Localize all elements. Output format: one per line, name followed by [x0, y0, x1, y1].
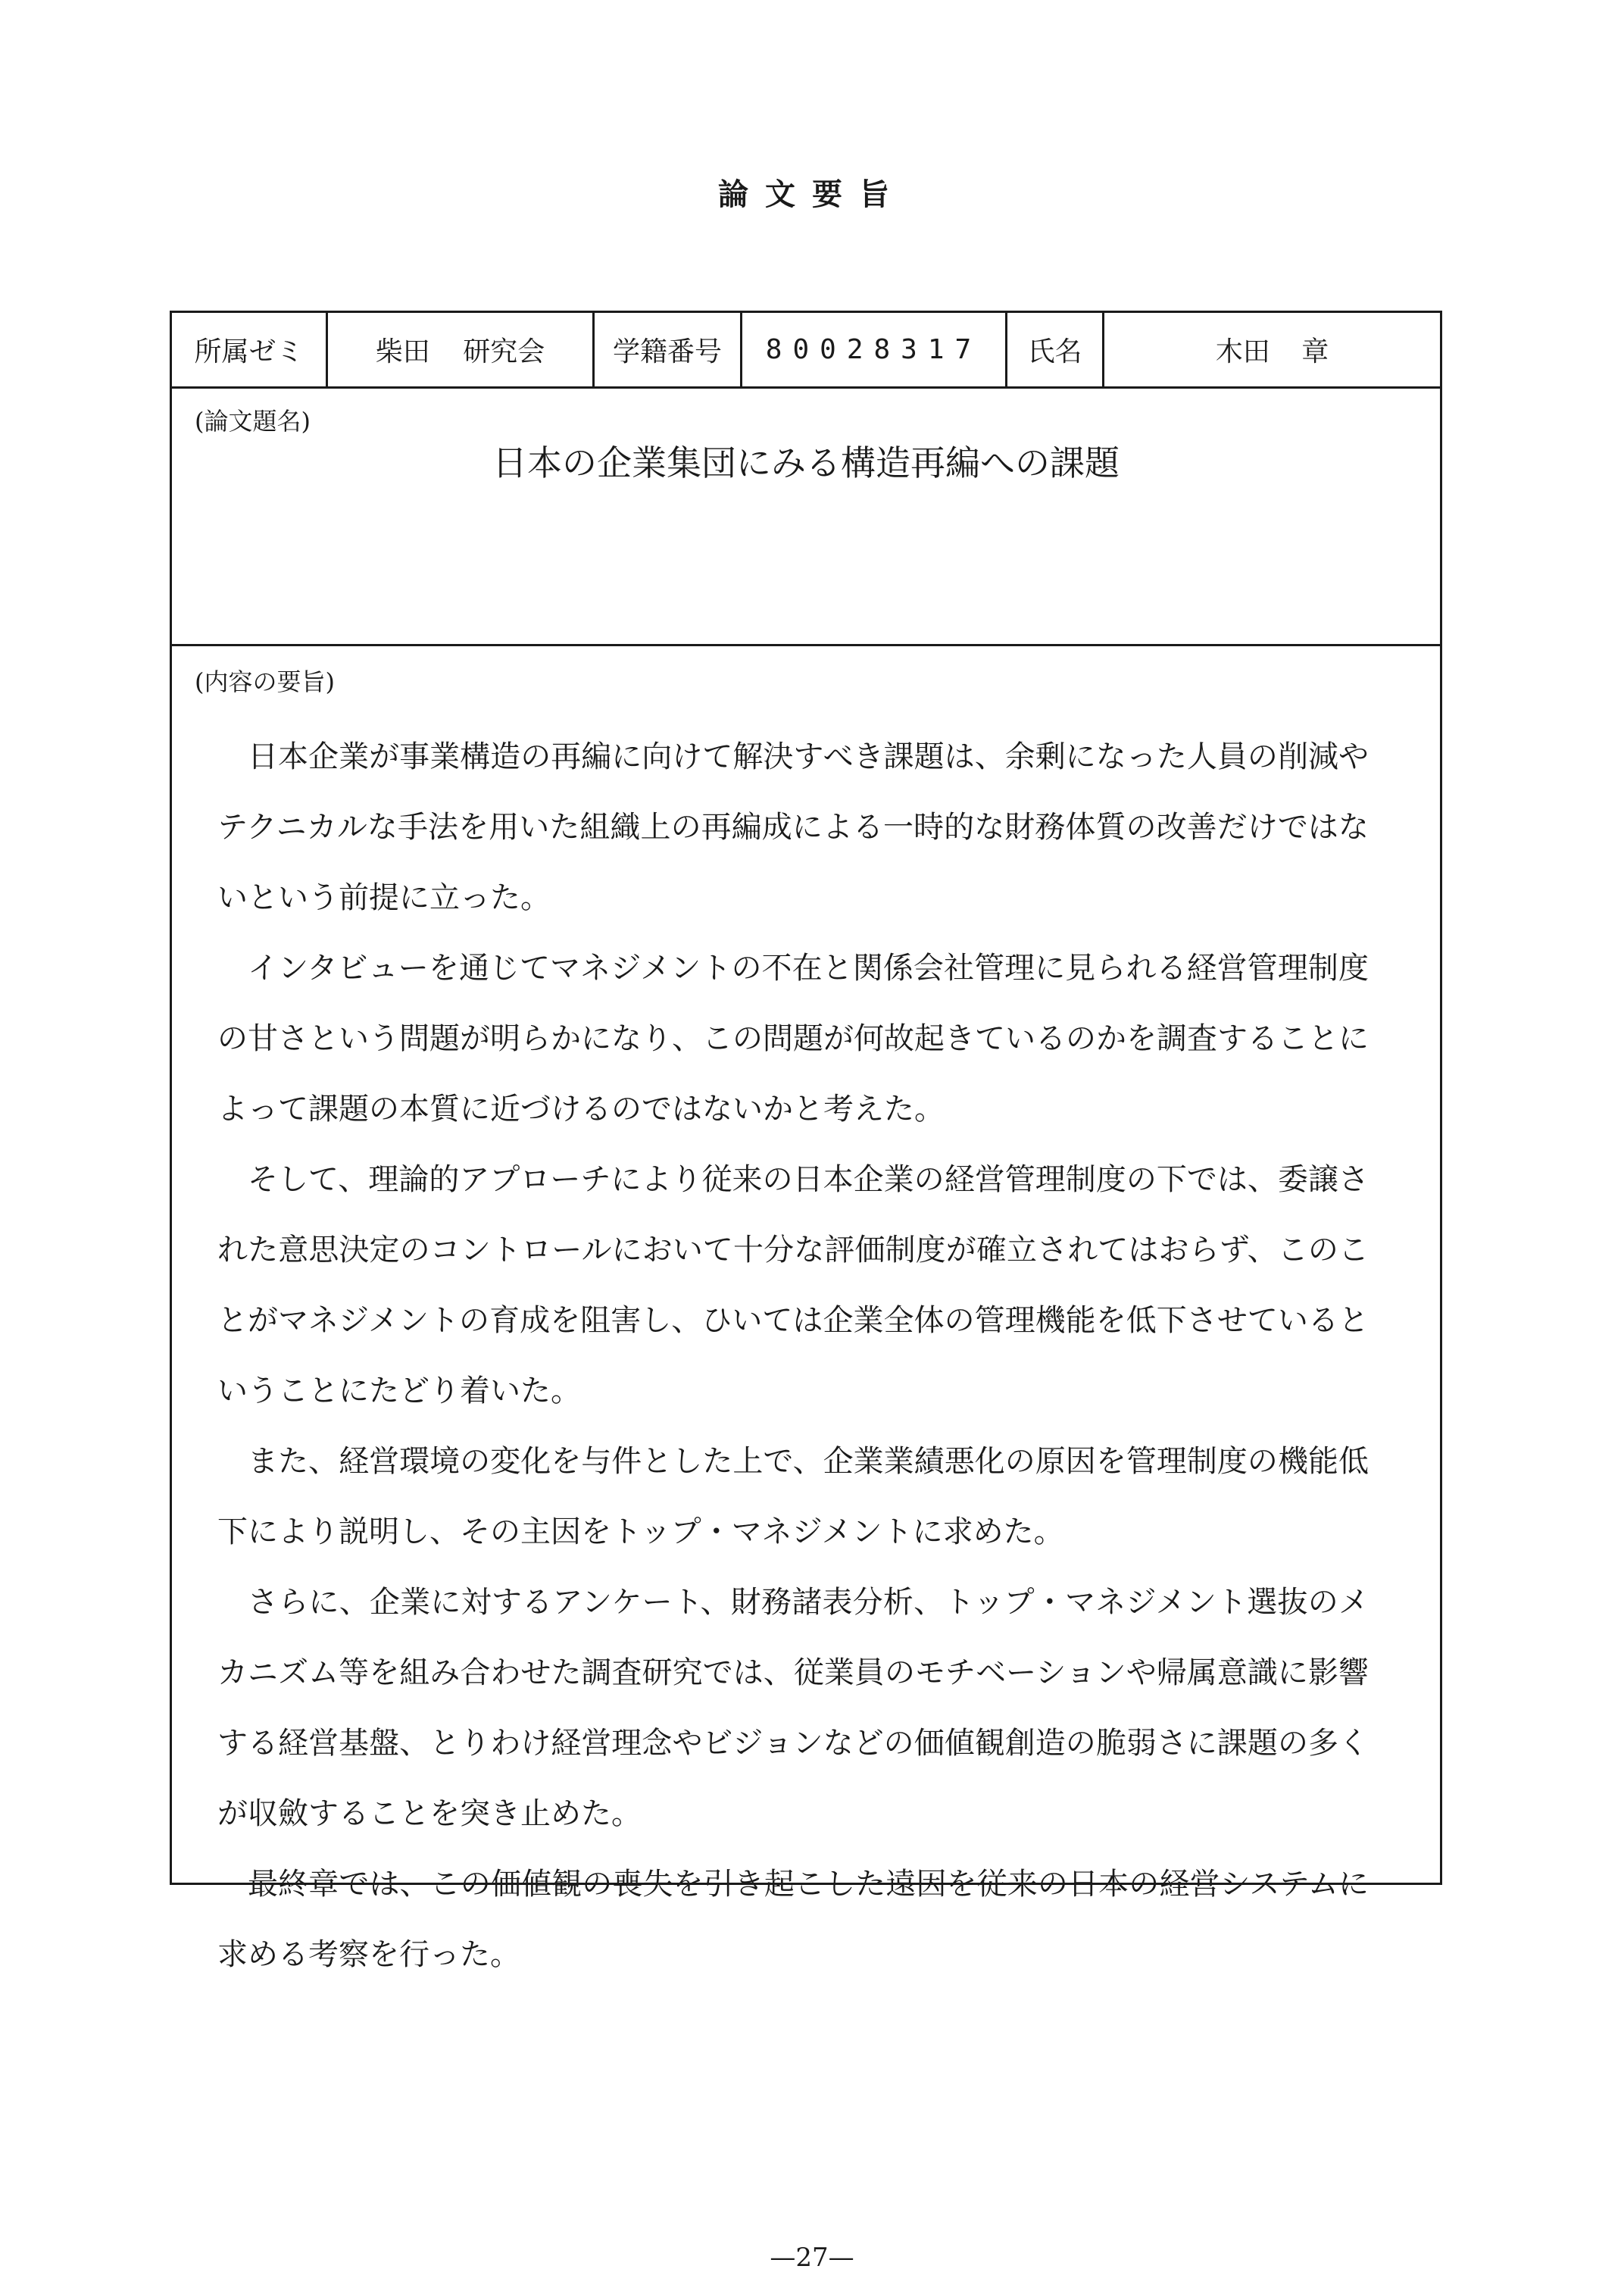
- student-id-value: 80028317: [742, 313, 1007, 386]
- seminar-value: 柴田 研究会: [328, 313, 595, 386]
- thesis-title-label: (論文題名): [195, 407, 311, 436]
- name-label: 氏名: [1007, 313, 1104, 386]
- abstract-form: [170, 311, 1442, 1972]
- name-value: 木田 章: [1215, 336, 1329, 367]
- summary-paragraph: そして、理論的アプローチにより従来の日本企業の経営管理制度の下では、委譲された意思決定のコントロールにおいて十分な評価制度が確立されてはおらず、このことがマネジメントの育成を阻害し、ひいては企業全体の管理機能を低下させているということにたどり着いた。: [217, 1162, 1369, 1408]
- summary-body: [217, 722, 1369, 1990]
- summary-section: [172, 646, 1440, 1972]
- summary-paragraph: 最終章では、この価値観の喪失を引き起こした遠因を従来の日本の経営システムに求める考察を行った。: [217, 1867, 1369, 1972]
- student-id-label: 学籍番号: [595, 313, 742, 386]
- summary-paragraph: また、経営環境の変化を与件とした上で、企業業績悪化の原因を管理制度の機能低下により説明し、その主因をトップ・マネジメントに求めた。: [217, 1444, 1369, 1549]
- summary-paragraph: さらに、企業に対するアンケート、財務諸表分析、トップ・マネジメント選抜のメカニズム等を組み合わせた調査研究では、従業員のモチベーションや帰属意識に影響する経営基盤、とりわけ経営理念やビジョンなどの価値観創造の脆弱さに課題の多くが収斂することを突き止めた。: [217, 1585, 1369, 1831]
- thesis-title-section: [172, 389, 1440, 646]
- page-number: —27—: [770, 2243, 854, 2273]
- page-title: 論文要旨: [718, 177, 906, 212]
- header-row: [172, 313, 1440, 389]
- summary-label: (内容の要旨): [195, 667, 335, 696]
- summary-paragraph: インタビューを通じてマネジメントの不在と関係会社管理に見られる経営管理制度の甘さという問題が明らかになり、この問題が何故起きているのかを調査することによって課題の本質に近づけるのではないかと考えた。: [217, 951, 1369, 1127]
- summary-paragraph: 日本企業が事業構造の再編に向けて解決すべき課題は、余剰になった人員の削減やテクニカルな手法を用いた組織上の再編成による一時的な財務体質の改善だけではないという前提に立った。: [217, 739, 1369, 915]
- seminar-label: 所属ゼミ: [172, 313, 328, 386]
- thesis-title: 日本の企業集団にみる構造再編への課題: [492, 442, 1120, 483]
